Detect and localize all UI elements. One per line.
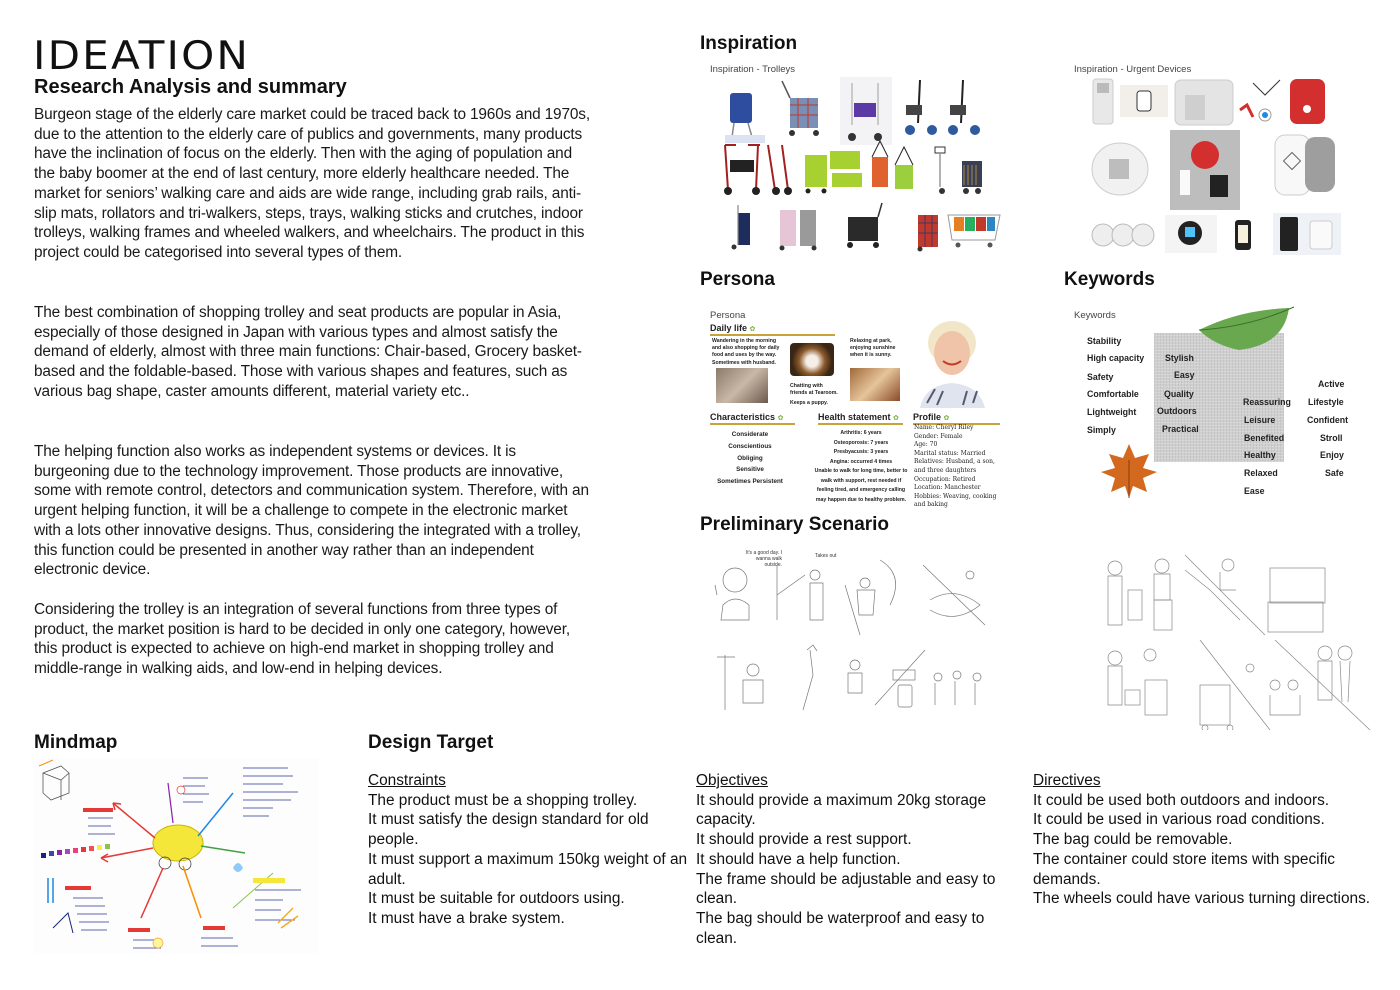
device-smoke-detector bbox=[1092, 143, 1148, 195]
persona-portrait bbox=[915, 313, 990, 408]
objectives-title: Objectives bbox=[696, 772, 768, 789]
keyword: Outdoors bbox=[1157, 406, 1197, 416]
health-note: Unable to walk for long time, better to walk with support, rest needed if feeling tired, and emergency calling may happen due to healthy problem. bbox=[814, 468, 908, 503]
daily-life-title bbox=[710, 323, 835, 336]
profile-list bbox=[914, 424, 1000, 510]
leaf-ornament-icon: ✿ bbox=[749, 326, 756, 333]
trolley-green-foldable bbox=[805, 151, 862, 194]
scenario-storyboard-left bbox=[705, 545, 995, 720]
scenario-heading: Preliminary Scenario bbox=[700, 514, 890, 535]
storyboard-sketches bbox=[705, 545, 995, 720]
objective-item: The bag should be waterproof and easy to clean. bbox=[696, 909, 985, 947]
profile-line: Gender: Female bbox=[914, 432, 963, 440]
health-item: Arthritis: 6 years bbox=[840, 430, 882, 436]
storyboard-sketches bbox=[1090, 540, 1390, 730]
constraint-item: It must have a brake system. bbox=[368, 909, 565, 927]
trait-item: Considerate bbox=[731, 431, 769, 438]
device-motion-sensor bbox=[1093, 79, 1113, 124]
health-item: Osteoporosis: 7 years bbox=[833, 439, 889, 446]
directives-column bbox=[1033, 771, 1383, 909]
sketch-caption: Takes out bbox=[815, 553, 837, 559]
keyword: Comfortable bbox=[1087, 389, 1139, 399]
directives-title: Directives bbox=[1033, 772, 1101, 789]
trolley-orange-green-bags bbox=[872, 141, 913, 189]
directive-item: It could be used both outdoors and indoors. bbox=[1033, 791, 1330, 809]
objective-item: It should provide a maximum 20kg storage capacity. bbox=[696, 791, 987, 829]
trolley-red-plaid bbox=[918, 215, 939, 252]
characteristics-title bbox=[710, 412, 795, 425]
color-swatch-row bbox=[41, 844, 110, 858]
keyword: Stylish bbox=[1165, 353, 1194, 363]
photo-tea bbox=[850, 368, 900, 401]
profile-line: Marital status: Married bbox=[914, 449, 986, 457]
profile-line: Location: Manchester bbox=[914, 484, 981, 492]
device-base-station bbox=[1175, 80, 1233, 125]
keyword: Stability bbox=[1087, 336, 1122, 346]
trolleys-image-collage bbox=[720, 75, 1010, 255]
constraints-column bbox=[368, 771, 688, 929]
keywords-heading: Keywords bbox=[1064, 269, 1155, 290]
mindmap-heading: Mindmap bbox=[34, 732, 118, 753]
trait-item: Sensitive bbox=[736, 466, 764, 474]
profile-line: Relatives: Husband, a son, and three daughters bbox=[914, 458, 995, 474]
directive-item: The wheels could have various turning directions. bbox=[1033, 890, 1371, 908]
keyword: Enjoy bbox=[1320, 450, 1344, 460]
health-title bbox=[818, 412, 903, 425]
trolley-black-basket bbox=[847, 203, 882, 248]
research-paragraph: The helping function also works as independent systems or devices. It is burgeoning due to the technology improvement. Those products are innovative, some with remote control, detectors and communication system. Therefore, with an urgent helping function, it will be a challenge to compete in the electronic market with a lots other innovative designs. Thus, considering the integrated with a trolley, this function could be presented in another way rather than an independent electronic device. bbox=[34, 443, 589, 579]
keyword: Easy bbox=[1174, 370, 1195, 380]
persona-heading: Persona bbox=[700, 269, 775, 290]
daily-life-text: Wandering in the morning and also shopping for daily food and uses by the way. Sometimes with husband. bbox=[712, 338, 780, 366]
trait-item: Sometimes Persistent bbox=[717, 478, 783, 486]
characteristics-list bbox=[705, 429, 795, 488]
leaf-ornament-icon: ✿ bbox=[777, 415, 784, 422]
trolley-walker-purple bbox=[840, 77, 892, 145]
characteristics-title-text: Characteristics bbox=[710, 412, 776, 422]
keyword: Simply bbox=[1087, 425, 1116, 435]
devices-image-collage bbox=[1085, 75, 1375, 257]
directive-item: It could be used in various road conditions. bbox=[1033, 811, 1325, 829]
device-smoke-trio bbox=[1092, 224, 1154, 246]
constraints-title: Constraints bbox=[368, 772, 446, 789]
objective-item: The frame should be adjustable and easy to clean. bbox=[696, 870, 996, 908]
trolley-plaid bbox=[782, 81, 819, 136]
trolley-rollator-red bbox=[724, 145, 792, 195]
research-paragraph: The best combination of shopping trolley and seat products are popular in Asia, especially of those designed in Japan with various types and almost satisfy the demand of elderly, almost with three main functions: Chair-based, Grocery basket-based and the foldable-based. Those with various shapes and features, such as various bag shape, caster amounts different, material variety etc.. bbox=[34, 304, 582, 400]
directive-item: The container could store items with specific demands. bbox=[1033, 850, 1335, 888]
inspiration-heading: Inspiration bbox=[700, 33, 798, 54]
leaf-ornament-icon: ✿ bbox=[943, 415, 950, 422]
trolley-grocery-silver bbox=[935, 147, 982, 194]
keyword: Active bbox=[1318, 379, 1345, 389]
device-smartwatch bbox=[1165, 215, 1217, 253]
green-leaf-icon bbox=[1199, 305, 1359, 365]
objective-item: It should provide a rest support. bbox=[696, 831, 912, 849]
devices-caption: Inspiration - Urgent Devices bbox=[1074, 64, 1192, 75]
trolley-pink-grey-pair bbox=[780, 210, 817, 251]
keyword: Safe bbox=[1325, 468, 1344, 478]
keyword: Relaxed bbox=[1244, 468, 1278, 478]
keyword: Stroll bbox=[1320, 433, 1343, 443]
keywords-panel bbox=[1064, 305, 1400, 505]
device-phone-plug bbox=[1273, 213, 1341, 255]
keyword: Healthy bbox=[1244, 450, 1276, 460]
trait-item: Obliging bbox=[737, 454, 763, 462]
constraint-item: The product must be a shopping trolley. bbox=[368, 791, 638, 809]
daily-life-text: Chatting with friends at Tearoom. bbox=[790, 383, 838, 397]
device-gps-tracker bbox=[1235, 220, 1251, 250]
photo-puppy bbox=[790, 343, 834, 376]
device-fall-pendant bbox=[1240, 80, 1280, 121]
persona-sub-caption: Persona bbox=[710, 310, 746, 321]
keyword: Confident bbox=[1307, 415, 1349, 425]
design-target-heading: Design Target bbox=[368, 732, 494, 753]
trolley-navy-seat bbox=[732, 205, 751, 250]
keyword: Quality bbox=[1164, 389, 1194, 399]
urgent-devices-illustration bbox=[1085, 75, 1375, 257]
constraint-item: It must satisfy the design standard for old people. bbox=[368, 811, 649, 849]
keyword: Ease bbox=[1244, 486, 1265, 496]
trolleys-caption: Inspiration - Trolleys bbox=[710, 64, 796, 75]
profile-line: Hobbies: Weaving, cooking and baking bbox=[914, 492, 997, 509]
keyword: Reassuring bbox=[1243, 397, 1291, 407]
device-pendant-buttons bbox=[1275, 135, 1335, 195]
profile-line: Name: Cheryl Riley bbox=[914, 424, 974, 431]
persona-panel bbox=[700, 305, 1000, 509]
keyword: Safety bbox=[1087, 372, 1114, 382]
keyword: Lifestyle bbox=[1308, 397, 1344, 407]
research-paragraph: Considering the trolley is an integration of several functions from three types of product, the market position is hard to be decided in only one category, however, this product is expected to achieve on high-end market in shopping trolley and middle-range in walking aids, and low-end in helping devices. bbox=[34, 601, 570, 678]
research-heading: Research Analysis and summary bbox=[34, 76, 347, 98]
leaf-ornament-icon: ✿ bbox=[893, 415, 899, 422]
photo-couple-shopping bbox=[716, 368, 768, 403]
keyword: Benefited bbox=[1244, 433, 1285, 443]
keyword: Leisure bbox=[1244, 415, 1276, 425]
profile-line: Age: 70 bbox=[914, 441, 938, 449]
trolleys-illustration bbox=[720, 75, 1010, 255]
device-red-alarm bbox=[1290, 79, 1325, 124]
maple-leaf-icon bbox=[1099, 440, 1159, 500]
health-item: Angina: occurred 4 times bbox=[829, 458, 893, 465]
mindmap-sketch bbox=[33, 758, 318, 953]
keyword: Practical bbox=[1162, 424, 1199, 434]
daily-life-text: Keeps a puppy. bbox=[790, 400, 828, 406]
objectives-column bbox=[696, 771, 1026, 948]
device-red-siren bbox=[1170, 130, 1240, 210]
keyword: High capacity bbox=[1087, 353, 1145, 363]
keywords-sub-caption: Keywords bbox=[1074, 310, 1116, 321]
constraint-item: It must support a maximum 150kg weight of an adult. bbox=[368, 850, 688, 888]
sketch-caption: It's a good day. I wanna walk outside. bbox=[745, 550, 782, 568]
health-item: Presbyacusis: 3 years bbox=[833, 449, 889, 455]
trolley-rollators-black bbox=[905, 80, 980, 135]
profile-title-text: Profile bbox=[913, 412, 942, 422]
device-remote-hand bbox=[1120, 85, 1168, 117]
constraint-item: It must be suitable for outdoors using. bbox=[368, 890, 625, 908]
scenario-storyboard-right bbox=[1090, 540, 1390, 730]
mindmap-image bbox=[33, 758, 318, 953]
page-title: IDEATION bbox=[33, 34, 251, 79]
directive-item: The bag could be removable. bbox=[1033, 831, 1233, 849]
daily-life-title-text: Daily life bbox=[710, 323, 748, 333]
health-title-text: Health statement bbox=[818, 412, 891, 422]
health-list bbox=[812, 429, 910, 505]
objective-item: It should have a help function. bbox=[696, 850, 901, 868]
trait-item: Conscientious bbox=[728, 442, 772, 450]
keyword: Lightweight bbox=[1087, 407, 1137, 417]
research-paragraph: Burgeon stage of the elderly care market could be traced back to 1960s and 1970s, due to the attention to the elderly care of publics and governments, many products have the inclination of focus on the elderly. Then with the aging of population and the baby boomer at the end of last century, more elderly healthcare needed. The market for seniors’ walking care and aids are wide range, including grab rails, anti-slip mats, rollators and tri-walkers, steps, trays, walking sticks and crutches, indoor trolleys, walking frames and wheeled walkers, and wheelchairs. The product in this project could be categorised into several types of them. bbox=[34, 106, 590, 261]
daily-life-text: Relaxing at park, enjoying sunshine when it is sunny. bbox=[850, 338, 896, 359]
trolley-chair-blue bbox=[725, 93, 765, 143]
trolley-supermarket-bags bbox=[948, 215, 1000, 248]
profile-line: Occupation: Retired bbox=[914, 475, 976, 483]
